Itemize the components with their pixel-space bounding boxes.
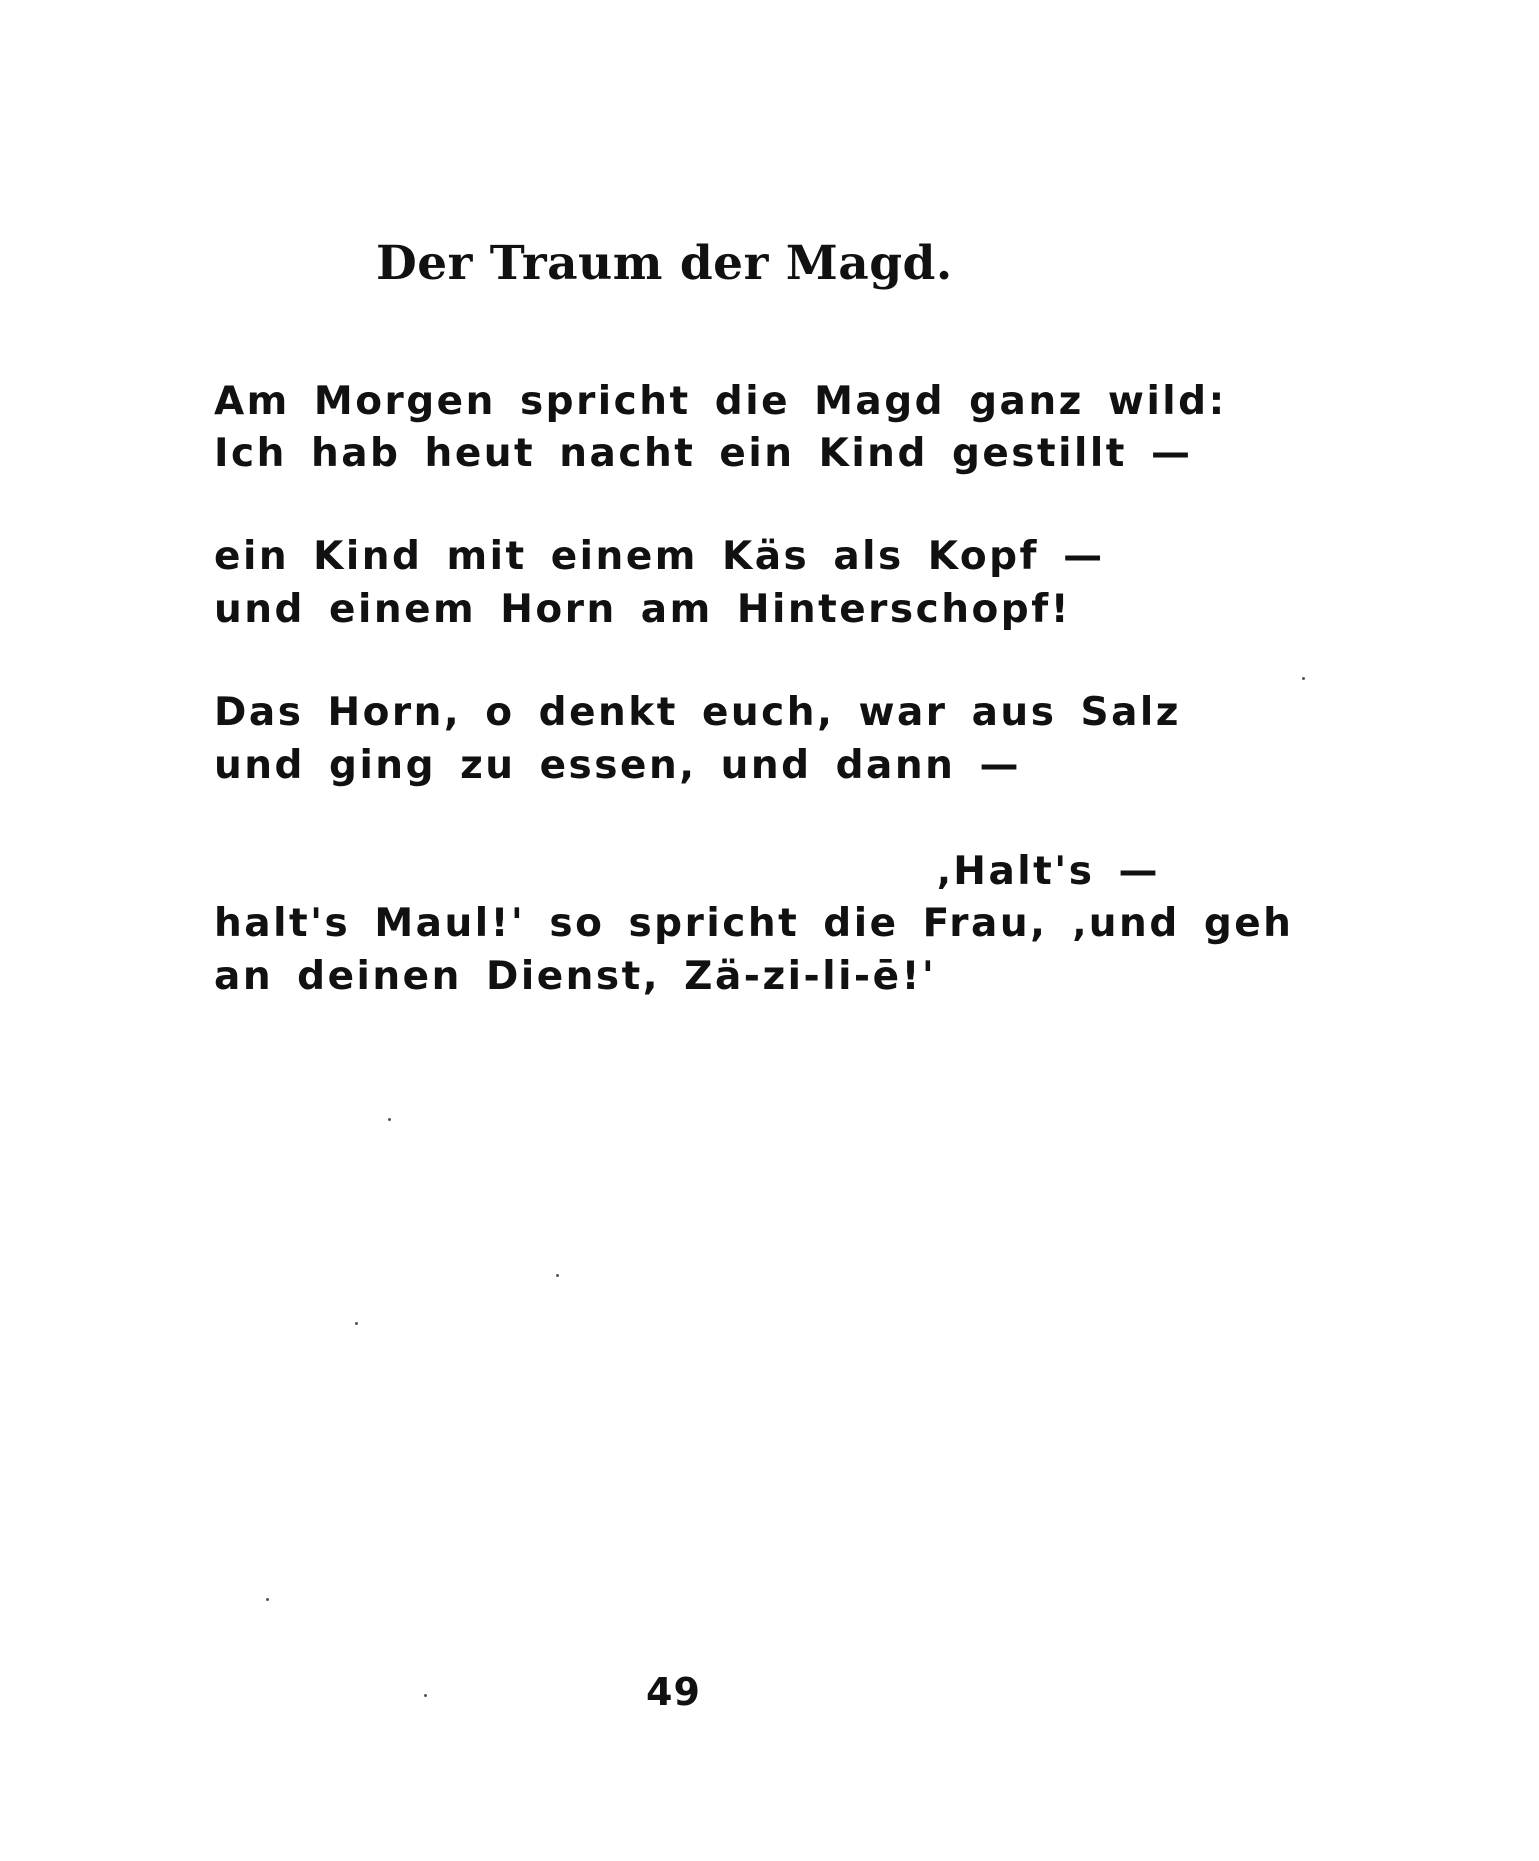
poem-line: und einem Horn am Hinterschopf! [214,587,1071,632]
poem-line: ‚Halt's — [935,849,1160,894]
poem-title: Der Traum der Magd. [376,236,953,291]
scan-speck [266,1598,269,1601]
scan-speck [556,1274,559,1277]
page-number: 49 [646,1670,701,1714]
scan-speck [424,1694,427,1697]
poem-line: ein Kind mit einem Käs als Kopf — [214,534,1105,579]
poem-line: an deinen Dienst, Zä-zi-li-ē!' [214,954,937,999]
poem-line: Das Horn, o denkt euch, war aus Salz [214,690,1181,735]
poem-line: Ich hab heut nacht ein Kind gestillt — [214,431,1193,476]
poem-line: und ging zu essen, und dann — [214,743,1021,788]
scan-speck [355,1322,358,1325]
scan-speck [1302,677,1305,680]
poem-line: Am Morgen spricht die Magd ganz wild: [214,379,1227,424]
scan-speck [388,1118,391,1121]
poem-line: halt's Maul!' so spricht die Frau, ‚und geh [214,901,1294,946]
